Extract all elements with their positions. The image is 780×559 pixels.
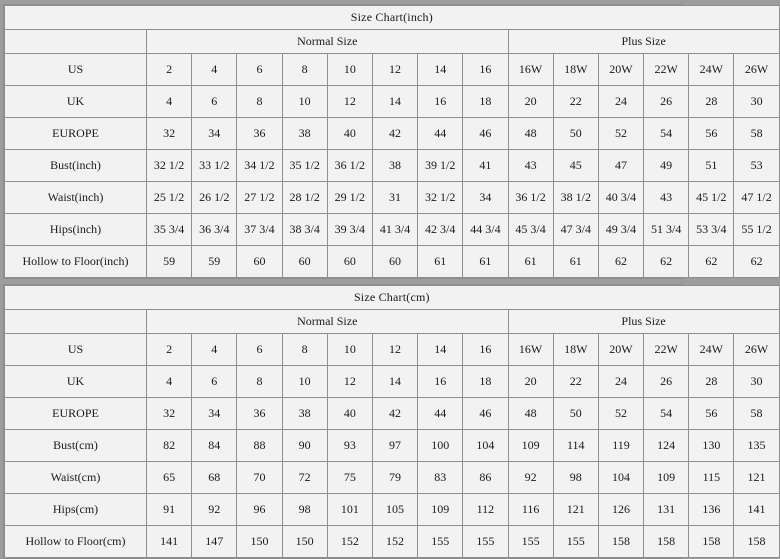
cell: 101 xyxy=(327,494,372,526)
cell: 38 xyxy=(282,398,327,430)
size-table-inch xyxy=(4,5,780,278)
cell: 54 xyxy=(644,398,689,430)
cell: 150 xyxy=(237,526,282,558)
cell: 32 1/2 xyxy=(418,182,463,214)
cell: 14 xyxy=(372,366,417,398)
cell: 18W xyxy=(553,54,598,86)
cell: 8 xyxy=(282,54,327,86)
cell: 60 xyxy=(327,246,372,278)
cell: 48 xyxy=(508,118,553,150)
cell: 43 xyxy=(644,182,689,214)
cell: 60 xyxy=(282,246,327,278)
cell: 60 xyxy=(372,246,417,278)
cell: 4 xyxy=(147,366,192,398)
cell: 47 1/2 xyxy=(734,182,779,214)
cell: 84 xyxy=(192,430,237,462)
cell: 68 xyxy=(192,462,237,494)
cell: 150 xyxy=(282,526,327,558)
cell: 124 xyxy=(644,430,689,462)
cell: 62 xyxy=(598,246,643,278)
cell: 109 xyxy=(644,462,689,494)
cell: 47 3/4 xyxy=(553,214,598,246)
cell: 152 xyxy=(327,526,372,558)
cell: 40 xyxy=(327,398,372,430)
cell: 126 xyxy=(598,494,643,526)
cell: 39 1/2 xyxy=(418,150,463,182)
cell: 121 xyxy=(553,494,598,526)
cell: 59 xyxy=(147,246,192,278)
cell: 38 3/4 xyxy=(282,214,327,246)
cell: 41 xyxy=(463,150,508,182)
cell: 10 xyxy=(282,366,327,398)
cell: 24W xyxy=(689,334,734,366)
row-label: UK xyxy=(5,366,147,398)
table-title-row xyxy=(5,286,780,310)
table-row xyxy=(5,54,780,86)
cell: 38 xyxy=(282,118,327,150)
cell: 61 xyxy=(463,246,508,278)
cell: 8 xyxy=(237,366,282,398)
cell: 20W xyxy=(598,334,643,366)
cell: 45 3/4 xyxy=(508,214,553,246)
cell: 10 xyxy=(327,334,372,366)
cell: 104 xyxy=(598,462,643,494)
cell: 155 xyxy=(508,526,553,558)
cell: 42 xyxy=(372,398,417,430)
cell: 38 1/2 xyxy=(553,182,598,214)
cell: 91 xyxy=(147,494,192,526)
cell: 20W xyxy=(598,54,643,86)
cell: 116 xyxy=(508,494,553,526)
cell: 79 xyxy=(372,462,417,494)
cell: 42 xyxy=(372,118,417,150)
cell: 48 xyxy=(508,398,553,430)
group-spacer xyxy=(5,30,147,54)
cell: 52 xyxy=(598,118,643,150)
cell: 152 xyxy=(372,526,417,558)
cell: 12 xyxy=(372,334,417,366)
cell: 4 xyxy=(192,54,237,86)
cell: 26 xyxy=(644,86,689,118)
cell: 28 1/2 xyxy=(282,182,327,214)
cell: 14 xyxy=(418,54,463,86)
cell: 147 xyxy=(192,526,237,558)
cell: 130 xyxy=(689,430,734,462)
cell: 24 xyxy=(598,86,643,118)
cell: 26 1/2 xyxy=(192,182,237,214)
cell: 41 3/4 xyxy=(372,214,417,246)
size-chart-cm xyxy=(3,284,769,559)
cell: 6 xyxy=(192,366,237,398)
cell: 4 xyxy=(192,334,237,366)
cell: 33 1/2 xyxy=(192,150,237,182)
group-header-plus: Plus Size xyxy=(508,30,779,54)
row-label: UK xyxy=(5,86,147,118)
cell: 4 xyxy=(147,86,192,118)
cell: 83 xyxy=(418,462,463,494)
cell: 61 xyxy=(508,246,553,278)
cell: 114 xyxy=(553,430,598,462)
cell: 10 xyxy=(327,54,372,86)
cell: 45 1/2 xyxy=(689,182,734,214)
table-body xyxy=(5,6,780,278)
table-row xyxy=(5,398,780,430)
cell: 158 xyxy=(689,526,734,558)
cell: 20 xyxy=(508,86,553,118)
cell: 43 xyxy=(508,150,553,182)
cell: 158 xyxy=(734,526,779,558)
table-row xyxy=(5,430,780,462)
cell: 40 xyxy=(327,118,372,150)
chart-title: Size Chart(inch) xyxy=(5,6,780,30)
cell: 8 xyxy=(237,86,282,118)
cell: 31 xyxy=(372,182,417,214)
row-label: Hollow to Floor(cm) xyxy=(5,526,147,558)
cell: 34 xyxy=(192,118,237,150)
cell: 112 xyxy=(463,494,508,526)
table-row xyxy=(5,526,780,558)
table-row xyxy=(5,214,780,246)
cell: 135 xyxy=(734,430,779,462)
cell: 51 3/4 xyxy=(644,214,689,246)
cell: 104 xyxy=(463,430,508,462)
cell: 62 xyxy=(734,246,779,278)
cell: 47 xyxy=(598,150,643,182)
table-row xyxy=(5,462,780,494)
cell: 36 3/4 xyxy=(192,214,237,246)
cell: 27 1/2 xyxy=(237,182,282,214)
table-title-row xyxy=(5,6,780,30)
cell: 26 xyxy=(644,366,689,398)
cell: 53 3/4 xyxy=(689,214,734,246)
cell: 92 xyxy=(192,494,237,526)
cell: 42 3/4 xyxy=(418,214,463,246)
cell: 97 xyxy=(372,430,417,462)
cell: 155 xyxy=(418,526,463,558)
cell: 50 xyxy=(553,118,598,150)
cell: 22 xyxy=(553,86,598,118)
cell: 96 xyxy=(237,494,282,526)
group-header-plus: Plus Size xyxy=(508,310,779,334)
cell: 6 xyxy=(237,54,282,86)
chart-title: Size Chart(cm) xyxy=(5,286,780,310)
cell: 50 xyxy=(553,398,598,430)
cell: 18 xyxy=(463,366,508,398)
cell: 158 xyxy=(644,526,689,558)
cell: 98 xyxy=(282,494,327,526)
cell: 35 3/4 xyxy=(147,214,192,246)
cell: 26W xyxy=(734,334,779,366)
cell: 8 xyxy=(282,334,327,366)
cell: 49 xyxy=(644,150,689,182)
row-label: Hollow to Floor(inch) xyxy=(5,246,147,278)
cell: 30 xyxy=(734,86,779,118)
cell: 30 xyxy=(734,366,779,398)
row-label: EUROPE xyxy=(5,398,147,430)
row-label: Hips(cm) xyxy=(5,494,147,526)
table-row xyxy=(5,366,780,398)
cell: 55 1/2 xyxy=(734,214,779,246)
cell: 16W xyxy=(508,334,553,366)
size-chart-inch xyxy=(3,4,772,279)
row-label: Waist(inch) xyxy=(5,182,147,214)
cell: 54 xyxy=(644,118,689,150)
cell: 38 xyxy=(372,150,417,182)
cell: 109 xyxy=(418,494,463,526)
cell: 82 xyxy=(147,430,192,462)
cell: 61 xyxy=(418,246,463,278)
cell: 35 1/2 xyxy=(282,150,327,182)
cell: 32 xyxy=(147,398,192,430)
cell: 39 3/4 xyxy=(327,214,372,246)
cell: 6 xyxy=(237,334,282,366)
row-label: Bust(cm) xyxy=(5,430,147,462)
group-spacer xyxy=(5,310,147,334)
row-label: EUROPE xyxy=(5,118,147,150)
cell: 60 xyxy=(237,246,282,278)
cell: 40 3/4 xyxy=(598,182,643,214)
cell: 6 xyxy=(192,86,237,118)
cell: 25 1/2 xyxy=(147,182,192,214)
cell: 14 xyxy=(372,86,417,118)
table-row xyxy=(5,118,780,150)
cell: 93 xyxy=(327,430,372,462)
cell: 92 xyxy=(508,462,553,494)
table-group-row xyxy=(5,310,780,334)
cell: 72 xyxy=(282,462,327,494)
cell: 36 xyxy=(237,398,282,430)
cell: 12 xyxy=(372,54,417,86)
table-row xyxy=(5,150,780,182)
cell: 28 xyxy=(689,366,734,398)
group-header-normal: Normal Size xyxy=(147,310,509,334)
cell: 22W xyxy=(644,334,689,366)
cell: 58 xyxy=(734,118,779,150)
cell: 34 xyxy=(463,182,508,214)
row-label: Waist(cm) xyxy=(5,462,147,494)
cell: 141 xyxy=(734,494,779,526)
cell: 53 xyxy=(734,150,779,182)
cell: 16 xyxy=(463,54,508,86)
cell: 44 xyxy=(418,398,463,430)
cell: 18 xyxy=(463,86,508,118)
cell: 12 xyxy=(327,366,372,398)
cell: 86 xyxy=(463,462,508,494)
cell: 88 xyxy=(237,430,282,462)
cell: 62 xyxy=(689,246,734,278)
cell: 34 1/2 xyxy=(237,150,282,182)
table-row xyxy=(5,246,780,278)
cell: 16 xyxy=(463,334,508,366)
cell: 16W xyxy=(508,54,553,86)
cell: 44 xyxy=(418,118,463,150)
cell: 36 1/2 xyxy=(508,182,553,214)
cell: 98 xyxy=(553,462,598,494)
cell: 12 xyxy=(327,86,372,118)
cell: 28 xyxy=(689,86,734,118)
cell: 34 xyxy=(192,398,237,430)
cell: 155 xyxy=(463,526,508,558)
cell: 65 xyxy=(147,462,192,494)
cell: 18W xyxy=(553,334,598,366)
cell: 136 xyxy=(689,494,734,526)
cell: 100 xyxy=(418,430,463,462)
cell: 119 xyxy=(598,430,643,462)
cell: 14 xyxy=(418,334,463,366)
cell: 2 xyxy=(147,54,192,86)
cell: 121 xyxy=(734,462,779,494)
table-group-row xyxy=(5,30,780,54)
cell: 44 3/4 xyxy=(463,214,508,246)
cell: 16 xyxy=(418,366,463,398)
cell: 56 xyxy=(689,398,734,430)
cell: 155 xyxy=(553,526,598,558)
cell: 32 xyxy=(147,118,192,150)
cell: 29 1/2 xyxy=(327,182,372,214)
row-label: Bust(inch) xyxy=(5,150,147,182)
cell: 36 xyxy=(237,118,282,150)
row-label: US xyxy=(5,54,147,86)
cell: 2 xyxy=(147,334,192,366)
cell: 22 xyxy=(553,366,598,398)
cell: 20 xyxy=(508,366,553,398)
row-label: US xyxy=(5,334,147,366)
cell: 52 xyxy=(598,398,643,430)
table-row xyxy=(5,494,780,526)
cell: 32 1/2 xyxy=(147,150,192,182)
cell: 24 xyxy=(598,366,643,398)
cell: 90 xyxy=(282,430,327,462)
table-row xyxy=(5,182,780,214)
cell: 46 xyxy=(463,118,508,150)
group-header-normal: Normal Size xyxy=(147,30,509,54)
cell: 51 xyxy=(689,150,734,182)
cell: 58 xyxy=(734,398,779,430)
cell: 59 xyxy=(192,246,237,278)
row-label: Hips(inch) xyxy=(5,214,147,246)
cell: 24W xyxy=(689,54,734,86)
cell: 62 xyxy=(644,246,689,278)
cell: 26W xyxy=(734,54,779,86)
cell: 70 xyxy=(237,462,282,494)
cell: 75 xyxy=(327,462,372,494)
table-body xyxy=(5,286,780,558)
cell: 46 xyxy=(463,398,508,430)
cell: 131 xyxy=(644,494,689,526)
cell: 105 xyxy=(372,494,417,526)
cell: 37 3/4 xyxy=(237,214,282,246)
cell: 45 xyxy=(553,150,598,182)
table-row xyxy=(5,86,780,118)
cell: 36 1/2 xyxy=(327,150,372,182)
cell: 16 xyxy=(418,86,463,118)
table-row xyxy=(5,334,780,366)
size-table-cm xyxy=(4,285,780,558)
cell: 10 xyxy=(282,86,327,118)
cell: 115 xyxy=(689,462,734,494)
cell: 141 xyxy=(147,526,192,558)
cell: 61 xyxy=(553,246,598,278)
cell: 49 3/4 xyxy=(598,214,643,246)
cell: 56 xyxy=(689,118,734,150)
cell: 109 xyxy=(508,430,553,462)
cell: 22W xyxy=(644,54,689,86)
cell: 158 xyxy=(598,526,643,558)
